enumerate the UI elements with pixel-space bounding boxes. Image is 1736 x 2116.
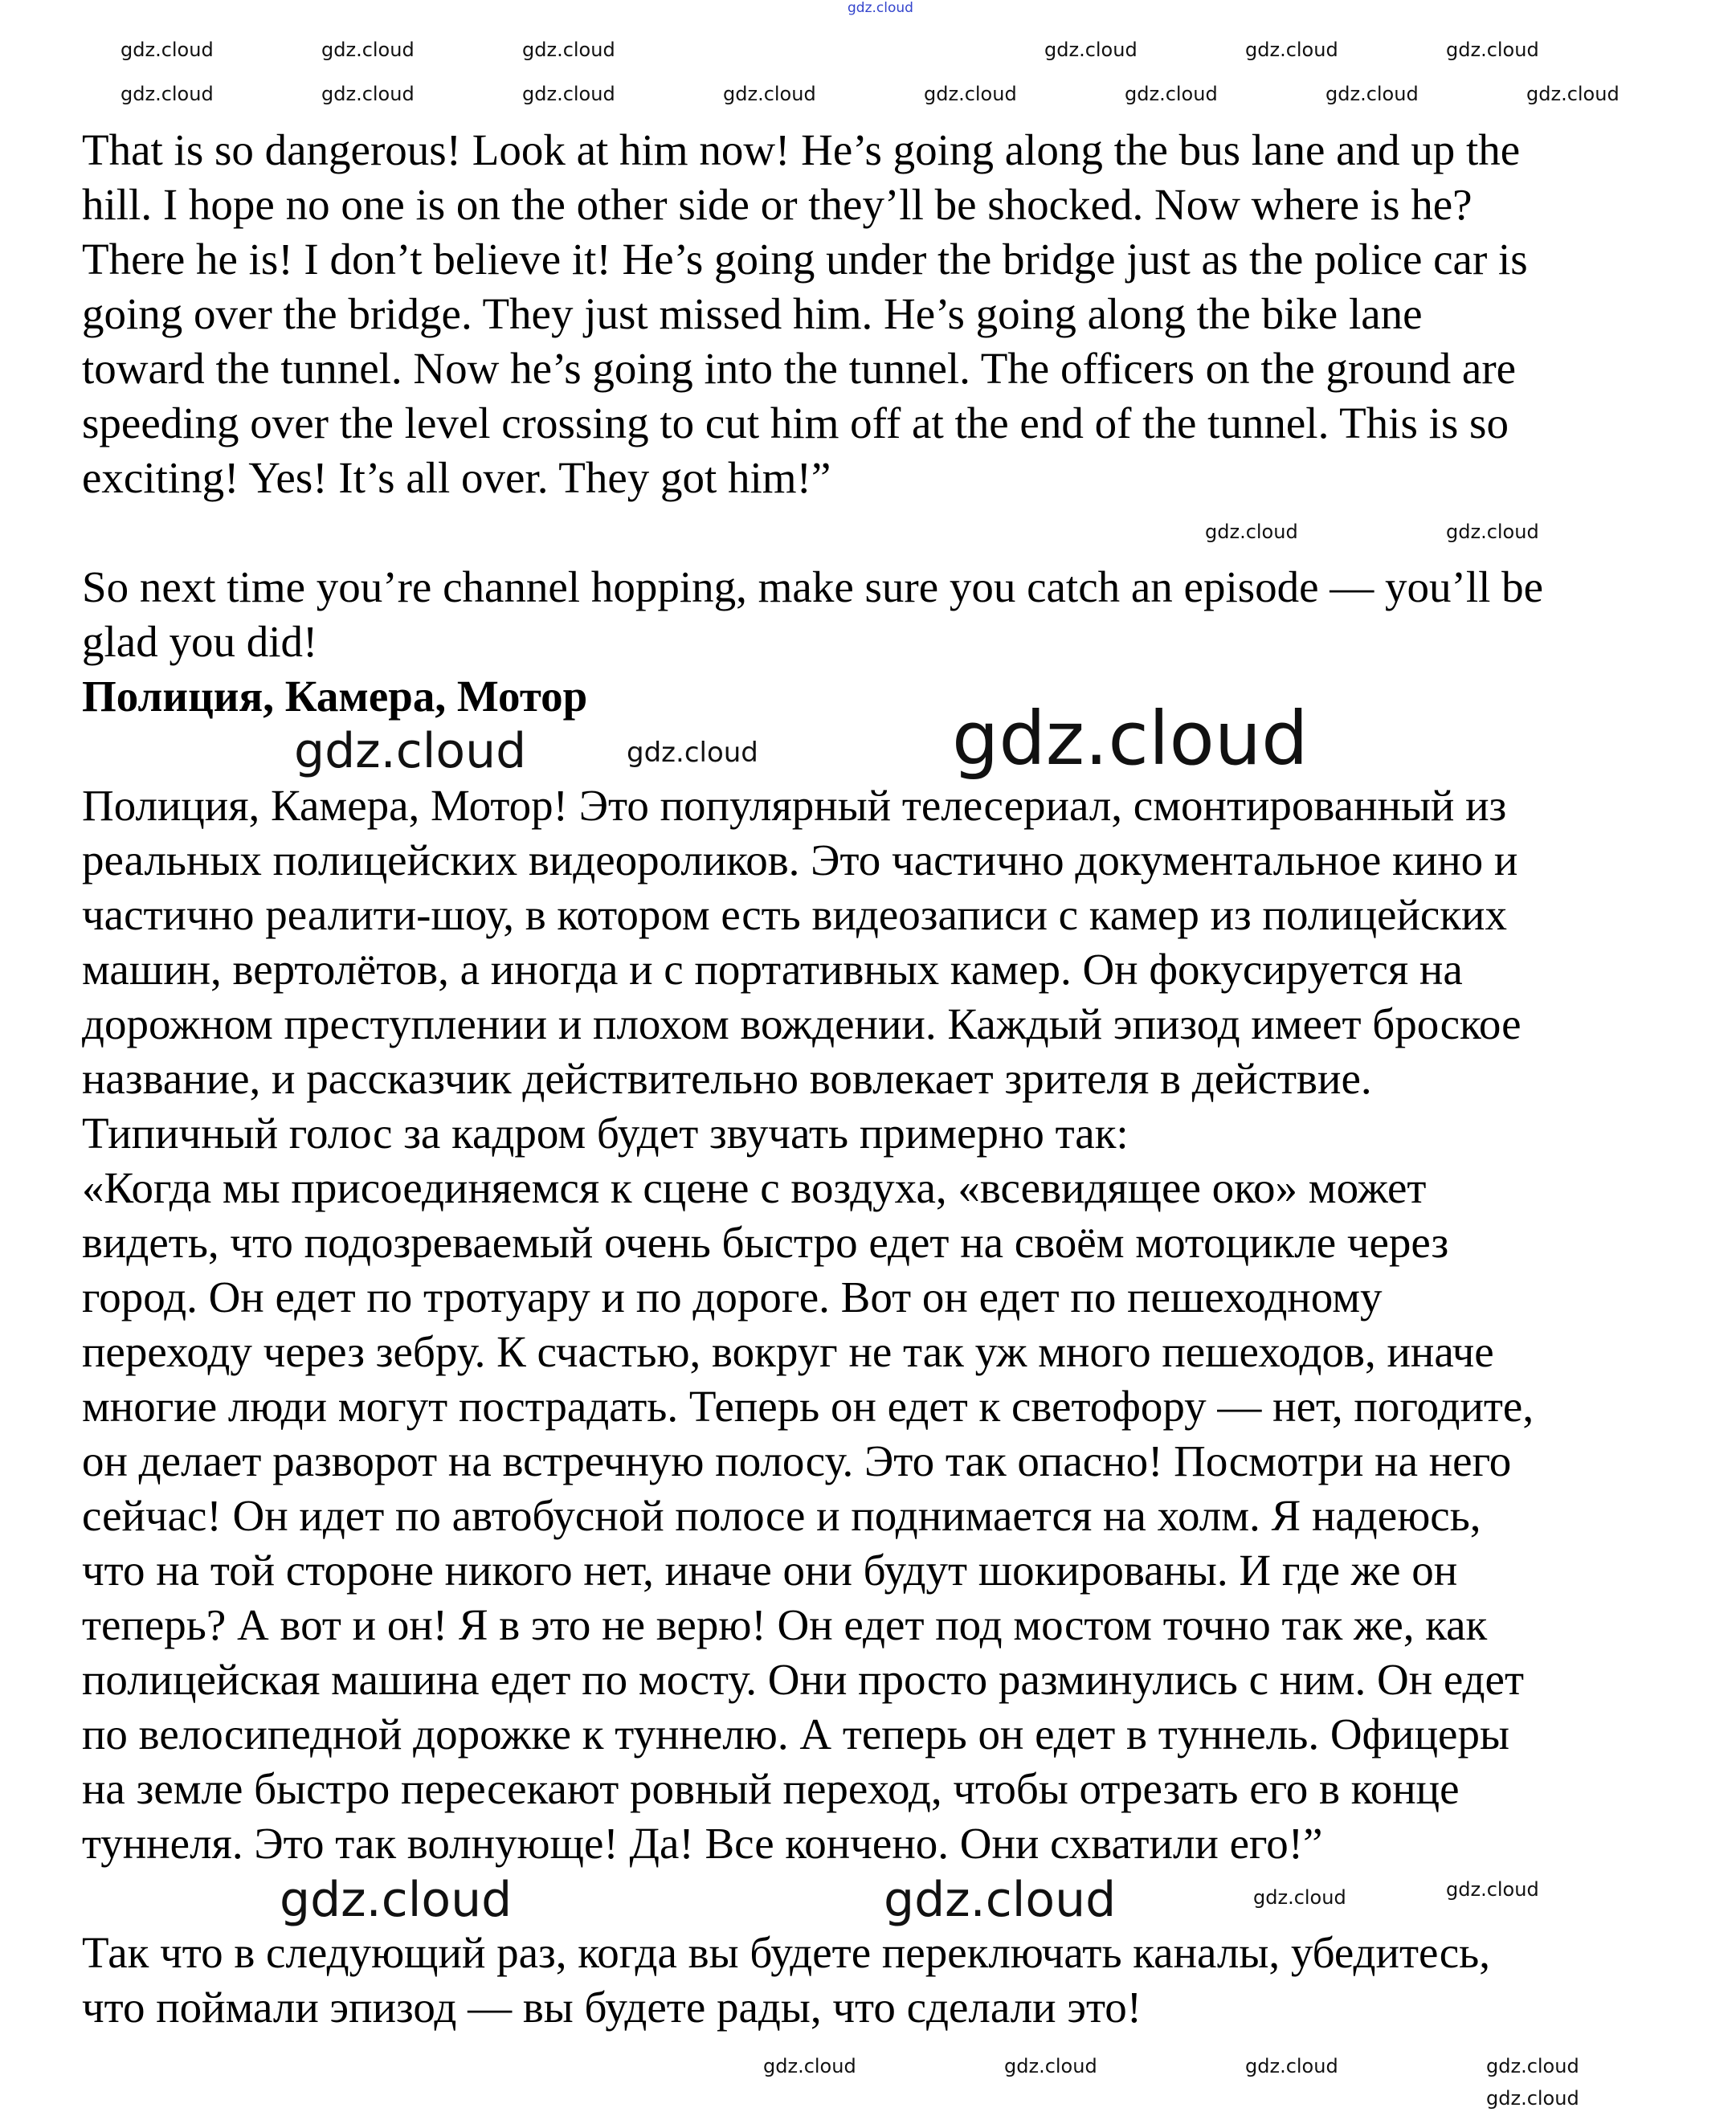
watermark: gdz.cloud (1526, 83, 1620, 105)
english-text-line: going over the bridge. They just missed him. He’s going along the bike lane (82, 289, 1423, 338)
watermark: gdz.cloud (1486, 2055, 1579, 2077)
watermark: gdz.cloud (1446, 1878, 1539, 1901)
russian-text-line: машин, вертолётов, а иногда и с портативных камер. Он фокусируется на (82, 945, 1463, 994)
watermark: gdz.cloud (1004, 2055, 1097, 2077)
watermark: gdz.cloud (763, 2055, 856, 2077)
watermark: gdz.cloud (1245, 2055, 1338, 2077)
russian-text-line: Типичный голос за кадром будет звучать примерно так: (82, 1109, 1129, 1158)
watermark: gdz.cloud (522, 39, 615, 61)
russian-text-line: дорожном преступлении и плохом вождении. Каждый эпизод имеет броское (82, 999, 1522, 1048)
russian-text-line: частично реалити-шоу, в котором есть видеозаписи с камер из полицейских (82, 890, 1507, 939)
english-text-line: exciting! Yes! It’s all over. They got him!” (82, 453, 831, 502)
russian-text-line: «Когда мы присоединяемся к сцене с воздуха, «всевидящее око» может (82, 1163, 1427, 1212)
watermark: gdz.cloud (1205, 521, 1298, 543)
watermark: gdz.cloud (1446, 39, 1539, 61)
english-text-line: That is so dangerous! Look at him now! He’s going along the bus lane and up the (82, 125, 1521, 174)
watermark: gdz.cloud (1253, 1886, 1346, 1909)
watermark: gdz.cloud (952, 696, 1309, 782)
watermark: gdz.cloud (1245, 39, 1338, 61)
watermark: gdz.cloud (1325, 83, 1419, 105)
russian-text-line: теперь? А вот и он! Я в это не верю! Он едет под мостом точно так же, как (82, 1600, 1488, 1649)
russian-text-line: на земле быстро пересекают ровный переход, чтобы отрезать его в конце (82, 1764, 1460, 1813)
watermark: gdz.cloud (321, 39, 415, 61)
watermark: gdz.cloud (120, 39, 214, 61)
russian-text-line: что на той стороне никого нет, иначе они будут шокированы. И где же он (82, 1546, 1458, 1595)
russian-text-line: название, и рассказчик действительно вовлекает зрителя в действие. (82, 1054, 1372, 1103)
russian-text-line: сейчас! Он идет по автобусной полосе и поднимается на холм. Я надеюсь, (82, 1491, 1481, 1540)
watermark: gdz.cloud (120, 83, 214, 105)
watermark: gdz.cloud (294, 723, 527, 779)
russian-text-line: он делает разворот на встречную полосу. Это так опасно! Посмотри на него (82, 1436, 1512, 1485)
russian-text-line: видеть, что подозреваемый очень быстро едет на своём мотоцикле через (82, 1218, 1449, 1267)
russian-text-line: что поймали эпизод — вы будете рады, что сделали это! (82, 1983, 1142, 2032)
russian-text-line: многие люди могут пострадать. Теперь он едет к светофору — нет, погодите, (82, 1382, 1534, 1431)
english-text-line: So next time you’re channel hopping, make sure you catch an episode — you’ll be (82, 562, 1544, 611)
site-link[interactable]: gdz.cloud (848, 0, 913, 16)
watermark: gdz.cloud (321, 83, 415, 105)
english-text-line: There he is! I don’t believe it! He’s going under the bridge just as the police car is (82, 235, 1528, 284)
document-body (82, 123, 1689, 2035)
english-text-line: toward the tunnel. Now he’s going into the tunnel. The officers on the ground are (82, 344, 1517, 393)
russian-text-line: реальных полицейских видеороликов. Это частично документальное кино и (82, 835, 1518, 884)
english-text-line: speeding over the level crossing to cut him off at the end of the tunnel. This is so (82, 398, 1509, 447)
russian-text-line: полицейская машина едет по мосту. Они просто разминулись с ним. Он едет (82, 1655, 1524, 1704)
watermark: gdz.cloud (884, 1872, 1117, 1928)
watermark: gdz.cloud (1486, 2087, 1579, 2110)
section-heading: Полиция, Камера, Мотор (82, 672, 588, 721)
watermark: gdz.cloud (1446, 521, 1539, 543)
english-text-line: glad you did! (82, 617, 318, 666)
watermark: gdz.cloud (280, 1872, 513, 1928)
watermark: gdz.cloud (522, 83, 615, 105)
watermark: gdz.cloud (1125, 83, 1218, 105)
russian-text-line: город. Он едет по тротуару и по дороге. Вот он едет по пешеходному (82, 1272, 1383, 1321)
watermark: gdz.cloud (627, 737, 758, 769)
russian-text-line: по велосипедной дорожке к туннелю. А теперь он едет в туннель. Офицеры (82, 1710, 1509, 1759)
russian-text-line: Так что в следующий раз, когда вы будете переключать каналы, убедитесь, (82, 1928, 1491, 1977)
watermark: gdz.cloud (723, 83, 816, 105)
russian-text-line: туннеля. Это так волнующе! Да! Все кончено. Они схватили его!” (82, 1819, 1323, 1868)
watermark: gdz.cloud (924, 83, 1017, 105)
russian-text-line: Полиция, Камера, Мотор! Это популярный телесериал, смонтированный из (82, 781, 1507, 830)
english-text-line: hill. I hope no one is on the other side or they’ll be shocked. Now where is he? (82, 180, 1473, 229)
watermark: gdz.cloud (1044, 39, 1138, 61)
russian-text-line: переходу через зебру. К счастью, вокруг не так уж много пешеходов, иначе (82, 1327, 1494, 1376)
